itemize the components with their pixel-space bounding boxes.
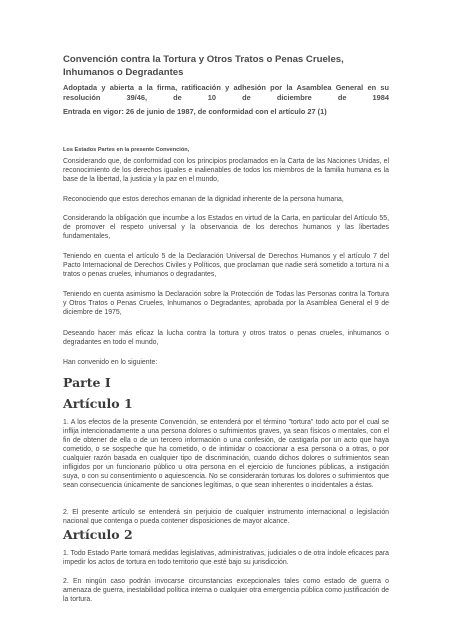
preamble-paragraph: Reconociendo que estos derechos emanan de la dignidad inherente de la persona humana, <box>63 196 344 203</box>
article-heading: Artículo 2 <box>63 527 133 542</box>
article-paragraph: 1. A los efectos de la presente Convención, se entenderá por el término "tortura" todo acto por el cual se inflija intencionadamente a una persona dolores o sufrimientos graves, ya sean físicos o mentales, con el fin de obtener de ella o de un tercero información o una confesión, de castigarla por un acto que haya cometido, o se sospeche que ha cometido, o de intimidar o coaccionar a esa persona o a otras, o por cualquier razón basada en cualquier tipo de discriminación, cuando dichos dolores o sufrimientos sean infligidos por un funcionario público u otra persona en el ejercicio de funciones públicas, a instigación suya, o con su consentimiento o aquiescencia. No se considerarán torturas los dolores o sufrimientos que sean consecuencia únicamente de sanciones legítimas, o que sean inherentes o incidentales a éstas. <box>63 419 389 489</box>
entry-into-force: Entrada en vigor: 26 de junio de 1987, de conformidad con el artículo 27 (1) <box>63 107 327 116</box>
article-paragraph: 2. En ningún caso podrán invocarse circunstancias excepcionales tales como estado de guerra o amenaza de guerra, inestabilidad política interna o cualquier otra emergencia pública como justificación de la tortura. <box>63 578 389 603</box>
preamble-paragraph: Considerando que, de conformidad con los principios proclamados en la Carta de las Naciones Unidas, el reconocimiento de los derechos iguales e inalienables de todos los miembros de la familia humana es la base de la libertad, la justicia y la paz en el mundo, <box>63 158 389 183</box>
article-heading: Artículo 1 <box>63 396 133 411</box>
part-heading: Parte I <box>63 375 111 390</box>
adoption-note: Adoptada y abierta a la firma, ratificación y adhesión por la Asamblea General en su resolución 39/46, de 10 de diciembre de 1984 <box>63 83 389 102</box>
preamble-paragraph: Teniendo en cuenta asimismo la Declaración sobre la Protección de Todas las Personas contra la Tortura y Otros Tratos o Penas Crueles, Inhumanos o Degradantes, aprobada por la Asamblea General el 9 de diciembre de 1975, <box>63 291 389 316</box>
article-paragraph: 2. El presente artículo se entenderá sin perjuicio de cualquier instrumento internacional o legislación nacional que contenga o pueda contener disposiciones de mayor alcance. <box>63 509 389 525</box>
preamble-paragraph: Han convenido en lo siguiente: <box>63 359 158 366</box>
preamble-intro: Los Estados Partes en la presente Convención, <box>63 147 190 153</box>
preamble-paragraph: Considerando la obligación que incumbe a los Estados en virtud de la Carta, en particular del Artículo 55, de promover el respeto universal y la observancia de los derechos humanos y las libertades fundamentales, <box>63 215 389 240</box>
article-paragraph: 1. Todo Estado Parte tomará medidas legislativas, administrativas, judiciales o de otra índole eficaces para impedir los actos de tortura en todo territorio que esté bajo su jurisdicción. <box>63 550 389 566</box>
preamble-paragraph: Deseando hacer más eficaz la lucha contra la tortura y otros tratos o penas crueles, inhumanos o degradantes en todo el mundo, <box>63 330 389 346</box>
preamble-paragraph: Teniendo en cuenta el artículo 5 de la Declaración Universal de Derechos Humanos y el artículo 7 del Pacto Internacional de Derechos Civiles y Políticos, que proclaman que nadie será sometido a tortura ni a tratos o penas crueles, inhumanos o degradantes, <box>63 253 389 278</box>
document-title: Convención contra la Tortura y Otros Tratos o Penas Crueles, Inhumanos o Degradantes <box>63 54 344 78</box>
